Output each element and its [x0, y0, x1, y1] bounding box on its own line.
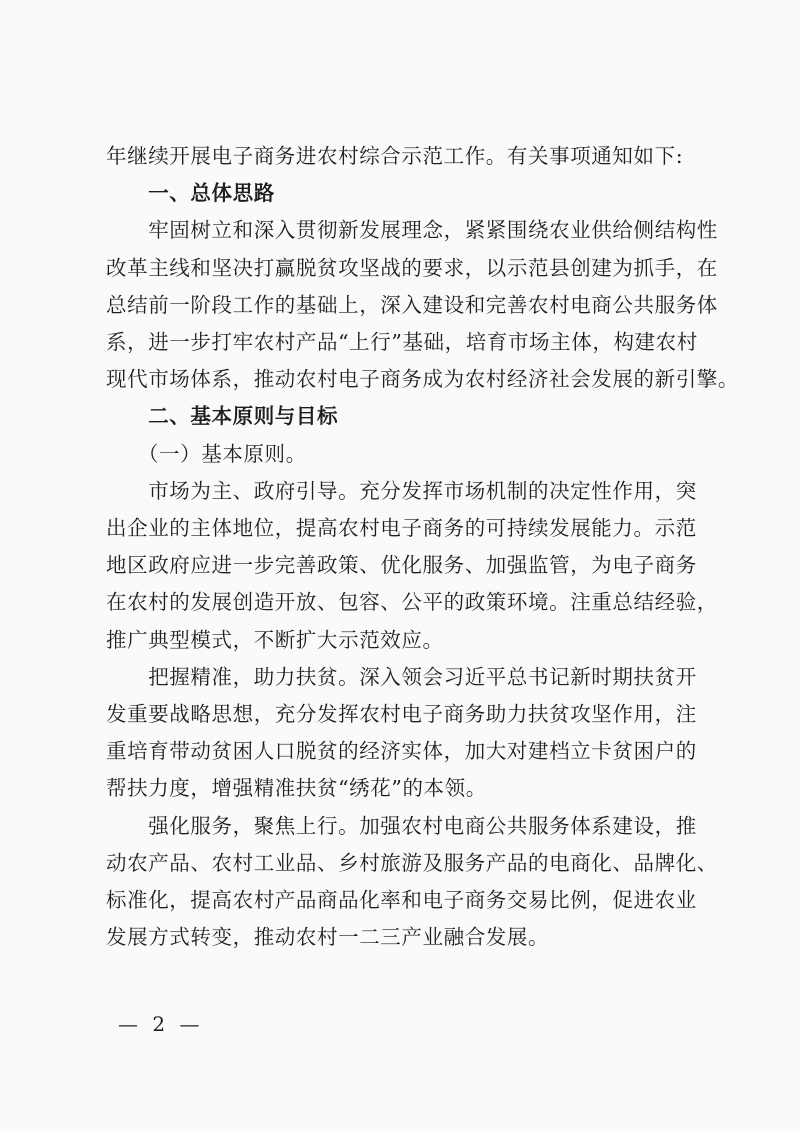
text-line: 发重要战略思想，充分发挥农村电子商务助力扶贫攻坚作用，注 — [106, 702, 697, 727]
subsection-heading: （一）基本原则。 — [106, 441, 307, 466]
text-line: 现代市场体系，推动农村电子商务成为农村经济社会发展的新引擎。 — [106, 367, 739, 392]
body-text — [106, 138, 739, 956]
text-line: 牢固树立和深入贯彻新发展理念，紧紧围绕农业供给侧结构性 — [106, 218, 718, 243]
text-line: 标准化，提高农村产品商品化率和电子商务交易比例，促进农业 — [106, 888, 697, 913]
text-line: 改革主线和坚决打赢脱贫攻坚战的要求，以示范县创建为抓手，在 — [106, 255, 718, 280]
page-number: — 2 — — [118, 1012, 204, 1036]
text-line: 总结前一阶段工作的基础上，深入建设和完善农村电商公共服务体 — [106, 292, 718, 317]
text-line: 系，进一步打牢农村产品“上行”基础，培育市场主体，构建农村 — [106, 330, 698, 355]
text-line: 年继续开展电子商务进农村综合示范工作。有关事项通知如下: — [106, 144, 684, 168]
text-line: 重培育带动贫困人口脱贫的经济实体，加大对建档立卡贫困户的 — [106, 739, 697, 764]
section-heading-1: 一、总体思路 — [106, 181, 275, 206]
text-line: 把握精准，助力扶贫。深入领会习近平总书记新时期扶贫开 — [106, 664, 697, 689]
text-line: 市场为主、政府引导。充分发挥市场机制的决定性作用，突 — [106, 478, 697, 503]
text-line: 在农村的发展创造开放、包容、公平的政策环境。注重总结经验， — [106, 590, 718, 615]
section-heading-2: 二、基本原则与目标 — [106, 404, 339, 429]
text-line: 发展方式转变，推动农村一二三产业融合发展。 — [106, 925, 550, 950]
text-line: 强化服务，聚焦上行。加强农村电商公共服务体系建设，推 — [106, 813, 697, 838]
text-line: 推广典型模式，不断扩大示范效应。 — [106, 627, 444, 652]
text-line: 动农产品、农村工业品、乡村旅游及服务产品的电商化、品牌化、 — [106, 850, 718, 875]
text-line: 地区政府应进一步完善政策、优化服务、加强监管，为电子商务 — [106, 553, 697, 578]
text-line: 出企业的主体地位，提高农村电子商务的可持续发展能力。示范 — [106, 516, 697, 541]
text-line: 帮扶力度，增强精准扶贫“绣花”的本领。 — [106, 776, 487, 801]
